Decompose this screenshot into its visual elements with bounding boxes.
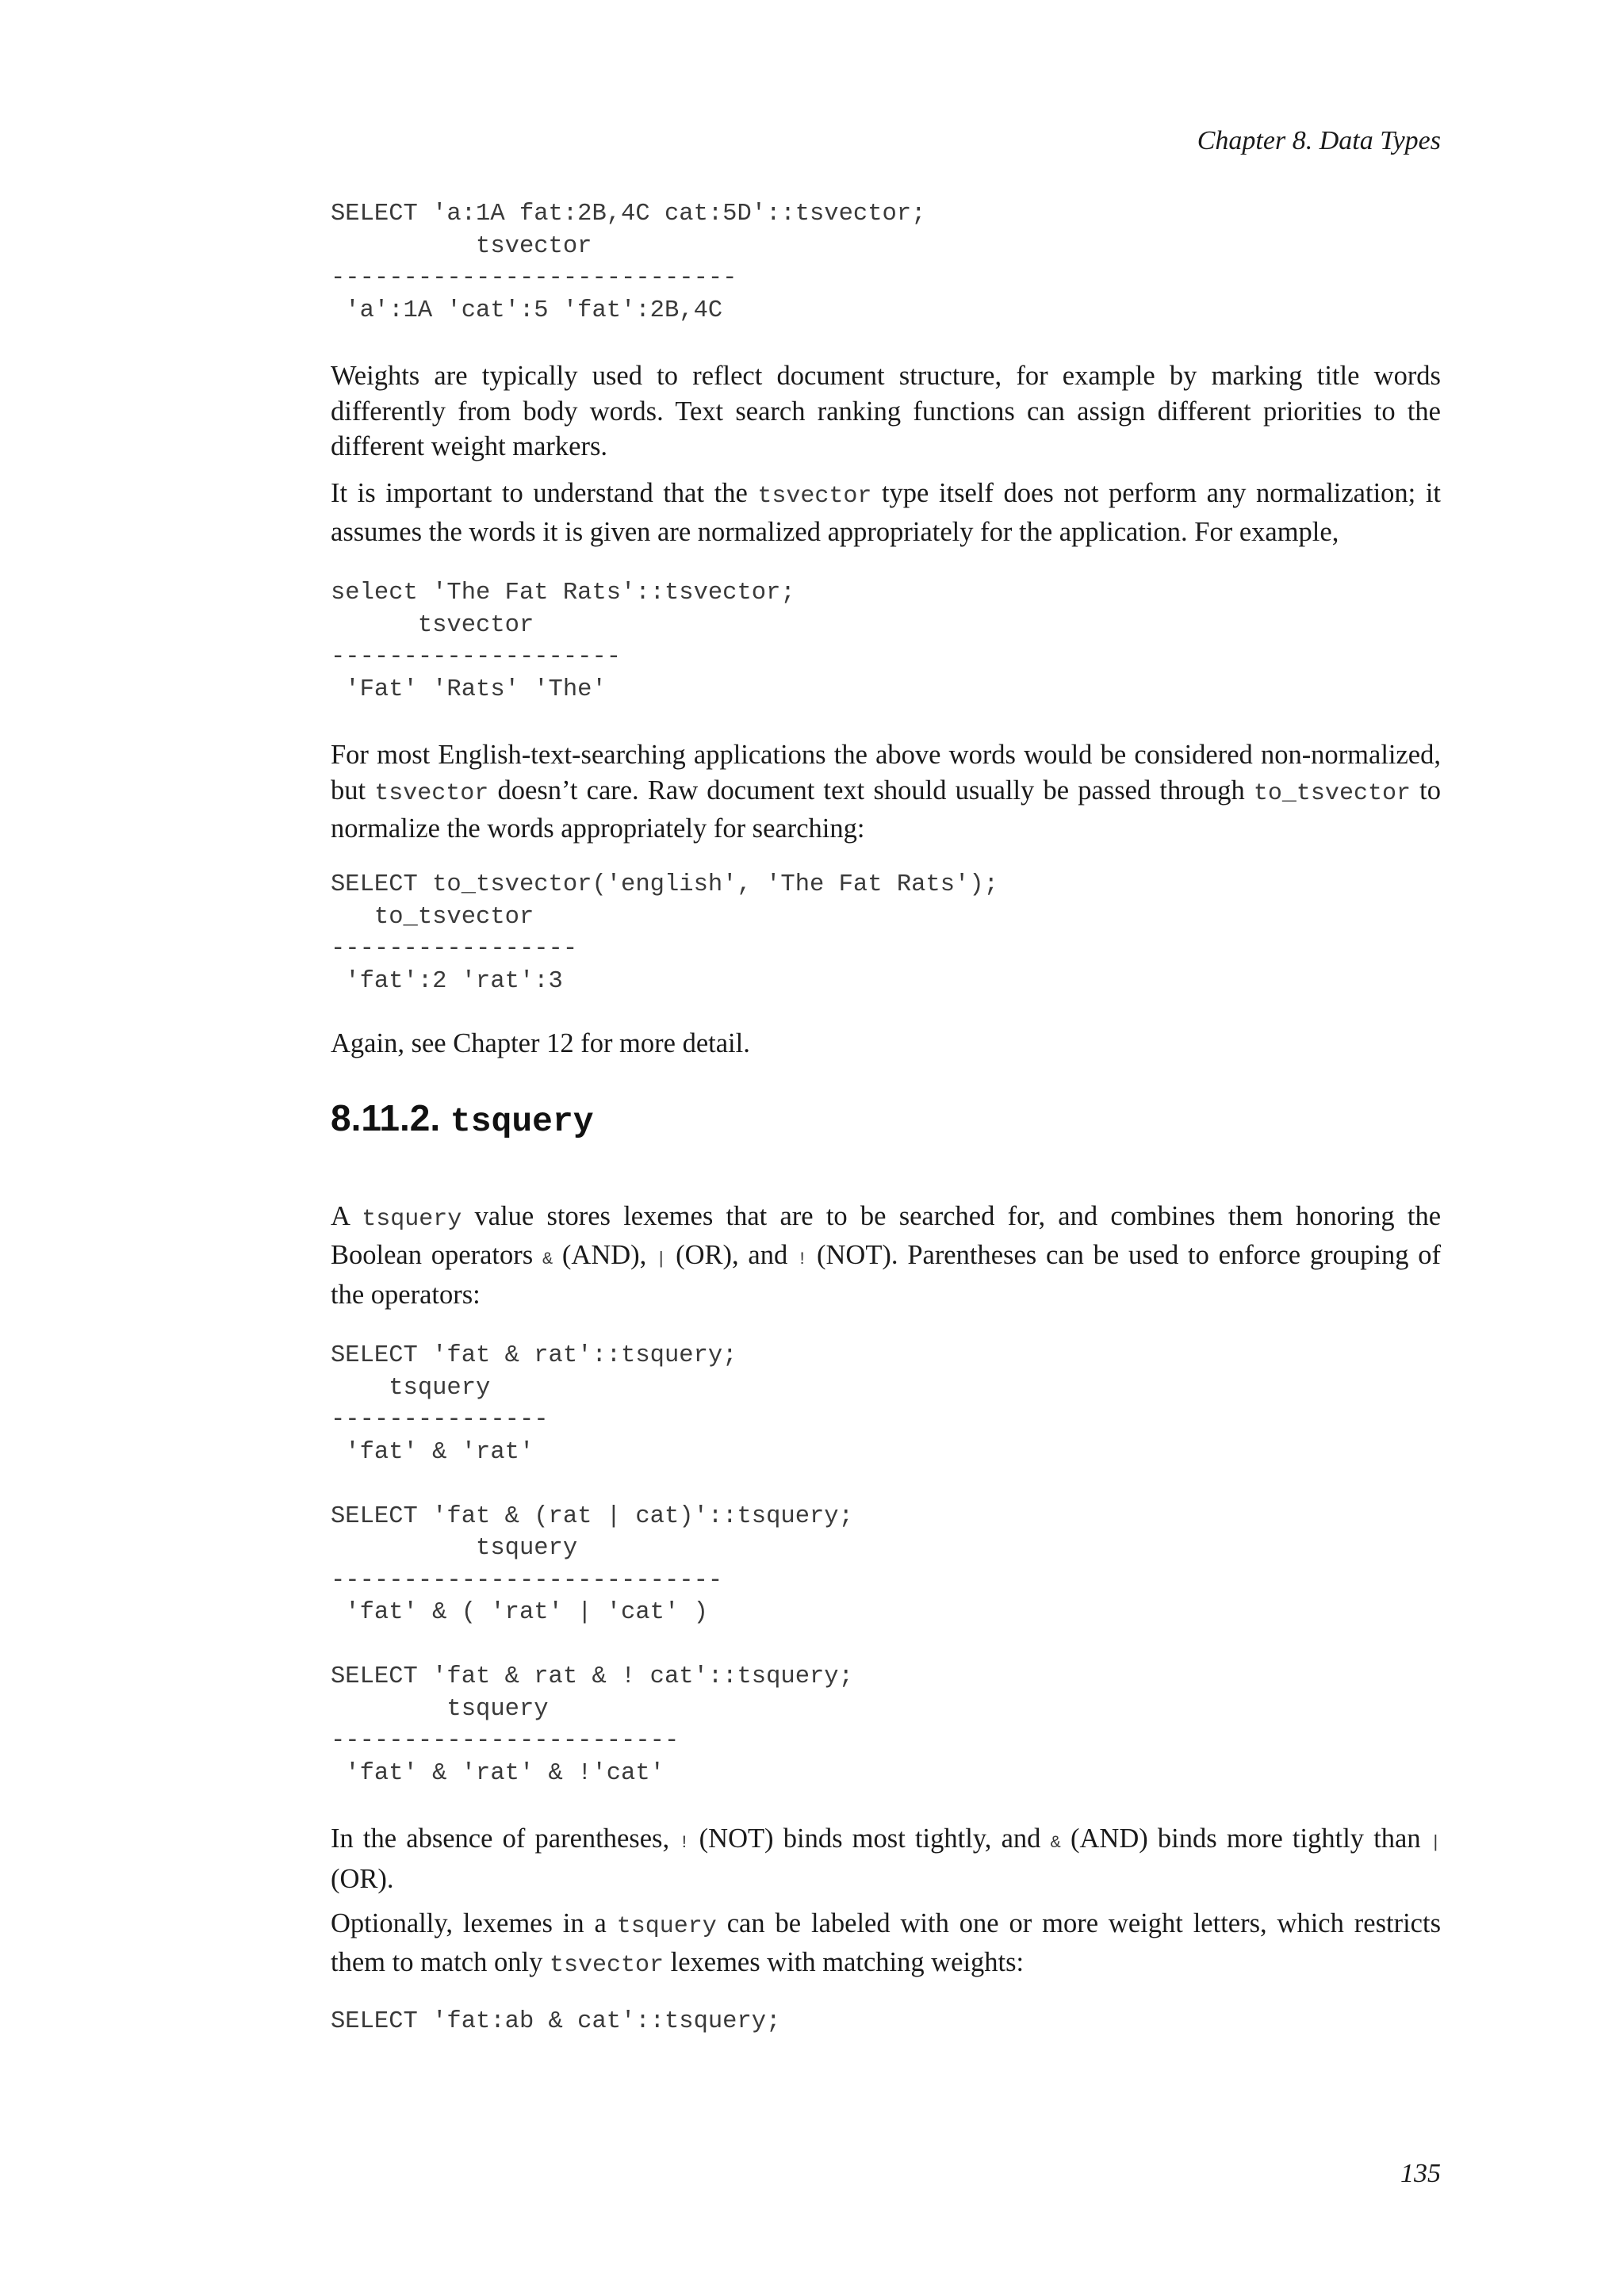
paragraph-weight-labels: Optionally, lexemes in a tsquery can be labeled with one or more weight letters, which restricts them to match only tsvector lexemes with matching weights: bbox=[331, 1908, 1441, 1979]
code-example-weight-query: SELECT 'fat:ab & cat'::tsquery; bbox=[331, 2008, 781, 2035]
code-example-tsvector-weights: SELECT 'a:1A fat:2B,4C cat:5D'::tsvector; tsvector ---------------------------- 'a':1A 'cat':5 'fat':2B,4C bbox=[331, 201, 926, 324]
inline-code: tsvector bbox=[757, 483, 872, 510]
inline-code: tsvector bbox=[549, 1951, 664, 1979]
paragraph-tsquery-intro: A tsquery value stores lexemes that are to be searched for, and combines them honoring the Boolean operators & (AND), | (OR), and ! (NOT). Parentheses can be used to enforce grouping of the operators: bbox=[331, 1201, 1442, 1310]
inline-code: & bbox=[542, 1249, 553, 1269]
inline-code: tsquery bbox=[362, 1206, 462, 1233]
inline-code: ! bbox=[679, 1833, 690, 1853]
inline-code: ! bbox=[797, 1249, 808, 1269]
paragraph-normalization: It is important to understand that the tsvector type itself does not perform any normalization; it assumes the words it is given are normalized appropriately for the application. For example, bbox=[331, 478, 1441, 547]
inline-code: tsvector bbox=[374, 779, 489, 807]
paragraph-non-normalized: For most English-text-searching applications the above words would be considered non-normalized, but tsvector doesn’t care. Raw document text should usually be passed through to_tsvector to normalize the words appropriately for searching: bbox=[331, 740, 1441, 844]
section-number: 8.11.2. bbox=[331, 1097, 441, 1138]
code-example-to-tsvector: SELECT to_tsvector('english', 'The Fat Rats'); to_tsvector ----------------- 'fat':2 'rat':3 bbox=[331, 871, 998, 995]
inline-code: | bbox=[1430, 1833, 1441, 1853]
page-number: 135 bbox=[1400, 2159, 1441, 2188]
paragraph-see-chapter: Again, see Chapter 12 for more detail. bbox=[331, 1028, 750, 1058]
inline-code: & bbox=[1050, 1833, 1061, 1853]
inline-code: | bbox=[656, 1249, 667, 1269]
code-example-fat-rats: select 'The Fat Rats'::tsvector; tsvector -------------------- 'Fat' 'Rats' 'The' bbox=[331, 580, 795, 703]
section-title: tsquery bbox=[450, 1102, 594, 1141]
running-head: Chapter 8. Data Types bbox=[1197, 126, 1441, 155]
paragraph-weights: Weights are typically used to reflect document structure, for example by marking title words differently from body words. Text search ranking functions can assign different priorities to the different weight markers. bbox=[331, 361, 1441, 461]
inline-code: tsquery bbox=[616, 1913, 717, 1940]
code-example-tsquery: SELECT 'fat & rat'::tsquery; tsquery --------------- 'fat' & 'rat' SELECT 'fat & (rat | cat)'::tsquery; tsquery --------------------------- 'fat' & ( 'rat' | 'cat' ) SELECT 'fat & rat & ! cat'::tsquery; tsquery ------------------------ 'fat' & 'rat' & !'cat' bbox=[331, 1342, 853, 1787]
section-heading bbox=[331, 1096, 594, 1144]
paragraph-operator-precedence: In the absence of parentheses, ! (NOT) binds most tightly, and & (AND) binds more tightly than | (OR). bbox=[331, 1823, 1441, 1894]
inline-code: to_tsvector bbox=[1253, 779, 1411, 807]
